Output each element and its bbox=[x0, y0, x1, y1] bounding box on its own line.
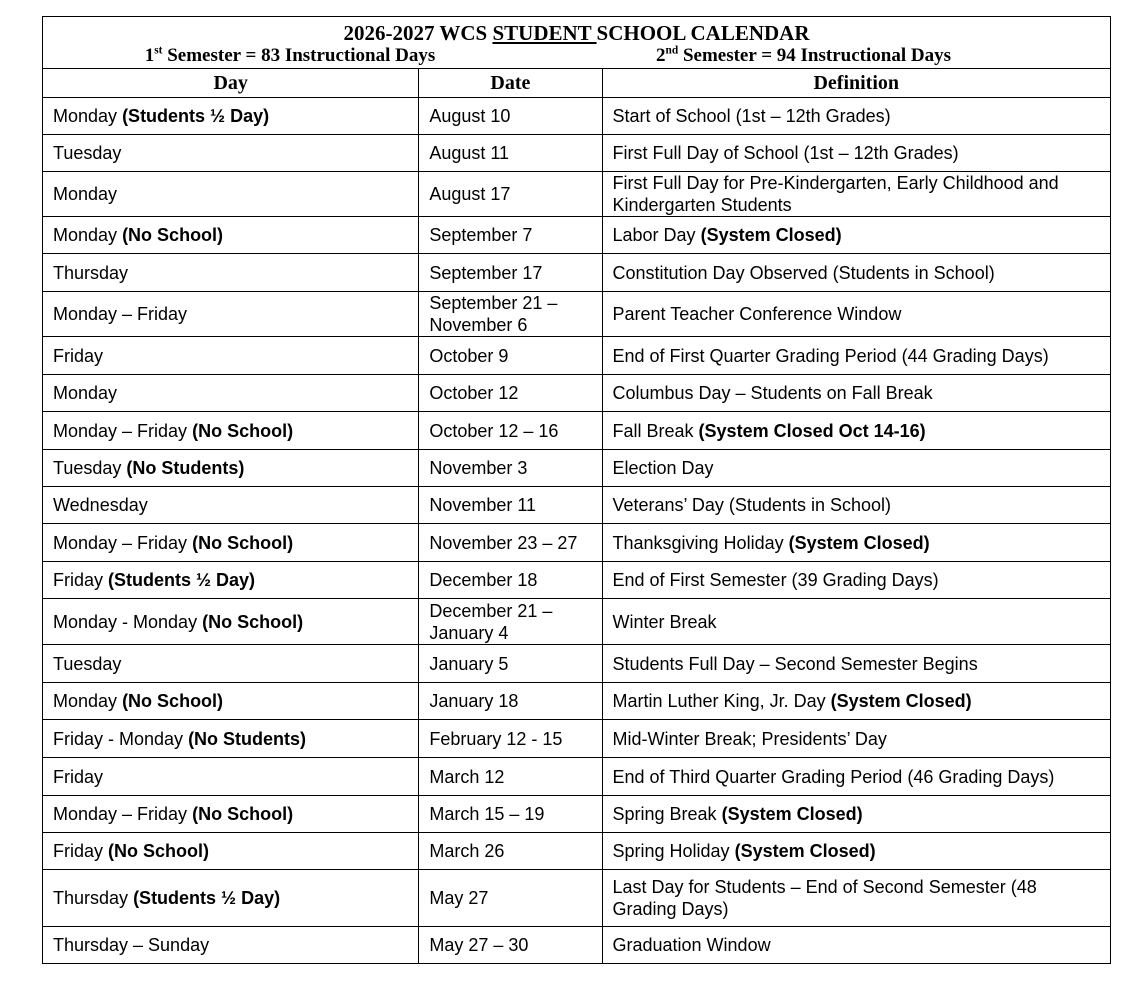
day-cell: Thursday bbox=[43, 254, 419, 292]
table-row bbox=[43, 720, 1111, 758]
calendar-table bbox=[42, 16, 1111, 964]
day-cell: Monday (No School) bbox=[43, 217, 419, 254]
date-cell: March 15 – 19 bbox=[419, 796, 602, 833]
definition-cell: Students Full Day – Second Semester Begins bbox=[602, 645, 1111, 683]
definition-cell: Winter Break bbox=[602, 599, 1111, 645]
date-cell: January 18 bbox=[419, 683, 602, 720]
definition-cell: Thanksgiving Holiday (System Closed) bbox=[602, 524, 1111, 562]
definition-cell: Labor Day (System Closed) bbox=[602, 217, 1111, 254]
date-cell: May 27 bbox=[419, 870, 602, 927]
date-cell: November 3 bbox=[419, 450, 602, 487]
date-cell: May 27 – 30 bbox=[419, 927, 602, 964]
day-cell: Wednesday bbox=[43, 487, 419, 524]
table-row bbox=[43, 683, 1111, 720]
table-row bbox=[43, 412, 1111, 450]
table-row bbox=[43, 375, 1111, 412]
date-cell: August 10 bbox=[419, 98, 602, 135]
table-row bbox=[43, 337, 1111, 375]
date-cell: December 18 bbox=[419, 562, 602, 599]
day-cell: Monday bbox=[43, 172, 419, 217]
date-cell: October 12 bbox=[419, 375, 602, 412]
column-header-row bbox=[43, 69, 1111, 98]
date-cell: September 7 bbox=[419, 217, 602, 254]
column-header-day: Day bbox=[43, 69, 419, 98]
table-row bbox=[43, 487, 1111, 524]
table-row bbox=[43, 135, 1111, 172]
definition-cell: Spring Break (System Closed) bbox=[602, 796, 1111, 833]
day-cell: Monday - Monday (No School) bbox=[43, 599, 419, 645]
table-row bbox=[43, 833, 1111, 870]
day-cell: Friday (Students ½ Day) bbox=[43, 562, 419, 599]
table-row bbox=[43, 292, 1111, 337]
table-row bbox=[43, 450, 1111, 487]
definition-cell: First Full Day for Pre-Kindergarten, Early Childhood and Kindergarten Students bbox=[602, 172, 1111, 217]
calendar-header bbox=[43, 17, 1111, 69]
definition-cell: Veterans’ Day (Students in School) bbox=[602, 487, 1111, 524]
table-row bbox=[43, 524, 1111, 562]
table-row bbox=[43, 758, 1111, 796]
day-cell: Monday (Students ½ Day) bbox=[43, 98, 419, 135]
date-cell: August 17 bbox=[419, 172, 602, 217]
day-cell: Monday – Friday (No School) bbox=[43, 796, 419, 833]
date-cell: October 9 bbox=[419, 337, 602, 375]
column-header-definition: Definition bbox=[602, 69, 1111, 98]
page-title: 2026-2027 WCS STUDENT SCHOOL CALENDAR bbox=[343, 20, 810, 45]
definition-cell: Mid-Winter Break; Presidents’ Day bbox=[602, 720, 1111, 758]
semester-1-summary: 1st Semester = 83 Instructional Days bbox=[144, 44, 436, 66]
column-header-date: Date bbox=[419, 69, 602, 98]
table-row bbox=[43, 562, 1111, 599]
definition-cell: End of First Quarter Grading Period (44 Grading Days) bbox=[602, 337, 1111, 375]
date-cell: December 21 – January 4 bbox=[419, 599, 602, 645]
date-cell: November 23 – 27 bbox=[419, 524, 602, 562]
day-cell: Thursday – Sunday bbox=[43, 927, 419, 964]
table-row bbox=[43, 172, 1111, 217]
semester-2-summary: 2nd Semester = 94 Instructional Days bbox=[656, 44, 951, 66]
definition-cell: Spring Holiday (System Closed) bbox=[602, 833, 1111, 870]
date-cell: August 11 bbox=[419, 135, 602, 172]
definition-cell: First Full Day of School (1st – 12th Grades) bbox=[602, 135, 1111, 172]
table-row bbox=[43, 254, 1111, 292]
definition-cell: Parent Teacher Conference Window bbox=[602, 292, 1111, 337]
table-row bbox=[43, 927, 1111, 964]
day-cell: Monday – Friday bbox=[43, 292, 419, 337]
day-cell: Friday bbox=[43, 337, 419, 375]
date-cell: September 17 bbox=[419, 254, 602, 292]
day-cell: Monday – Friday (No School) bbox=[43, 412, 419, 450]
definition-cell: Columbus Day – Students on Fall Break bbox=[602, 375, 1111, 412]
definition-cell: Constitution Day Observed (Students in School) bbox=[602, 254, 1111, 292]
table-row bbox=[43, 796, 1111, 833]
date-cell: October 12 – 16 bbox=[419, 412, 602, 450]
day-cell: Monday – Friday (No School) bbox=[43, 524, 419, 562]
day-cell: Friday (No School) bbox=[43, 833, 419, 870]
definition-cell: Martin Luther King, Jr. Day (System Closed) bbox=[602, 683, 1111, 720]
date-cell: March 26 bbox=[419, 833, 602, 870]
date-cell: February 12 - 15 bbox=[419, 720, 602, 758]
definition-cell: Last Day for Students – End of Second Semester (48 Grading Days) bbox=[602, 870, 1111, 927]
day-cell: Thursday (Students ½ Day) bbox=[43, 870, 419, 927]
calendar-document bbox=[42, 16, 1111, 964]
date-cell: March 12 bbox=[419, 758, 602, 796]
definition-cell: Election Day bbox=[602, 450, 1111, 487]
definition-cell: Graduation Window bbox=[602, 927, 1111, 964]
day-cell: Friday - Monday (No Students) bbox=[43, 720, 419, 758]
date-cell: November 11 bbox=[419, 487, 602, 524]
definition-cell: End of Third Quarter Grading Period (46 Grading Days) bbox=[602, 758, 1111, 796]
day-cell: Tuesday (No Students) bbox=[43, 450, 419, 487]
table-row bbox=[43, 870, 1111, 927]
definition-cell: Fall Break (System Closed Oct 14-16) bbox=[602, 412, 1111, 450]
day-cell: Tuesday bbox=[43, 645, 419, 683]
table-row bbox=[43, 217, 1111, 254]
day-cell: Tuesday bbox=[43, 135, 419, 172]
definition-cell: End of First Semester (39 Grading Days) bbox=[602, 562, 1111, 599]
table-row bbox=[43, 599, 1111, 645]
day-cell: Friday bbox=[43, 758, 419, 796]
date-cell: September 21 – November 6 bbox=[419, 292, 602, 337]
table-row bbox=[43, 98, 1111, 135]
table-row bbox=[43, 645, 1111, 683]
definition-cell: Start of School (1st – 12th Grades) bbox=[602, 98, 1111, 135]
date-cell: January 5 bbox=[419, 645, 602, 683]
day-cell: Monday bbox=[43, 375, 419, 412]
day-cell: Monday (No School) bbox=[43, 683, 419, 720]
